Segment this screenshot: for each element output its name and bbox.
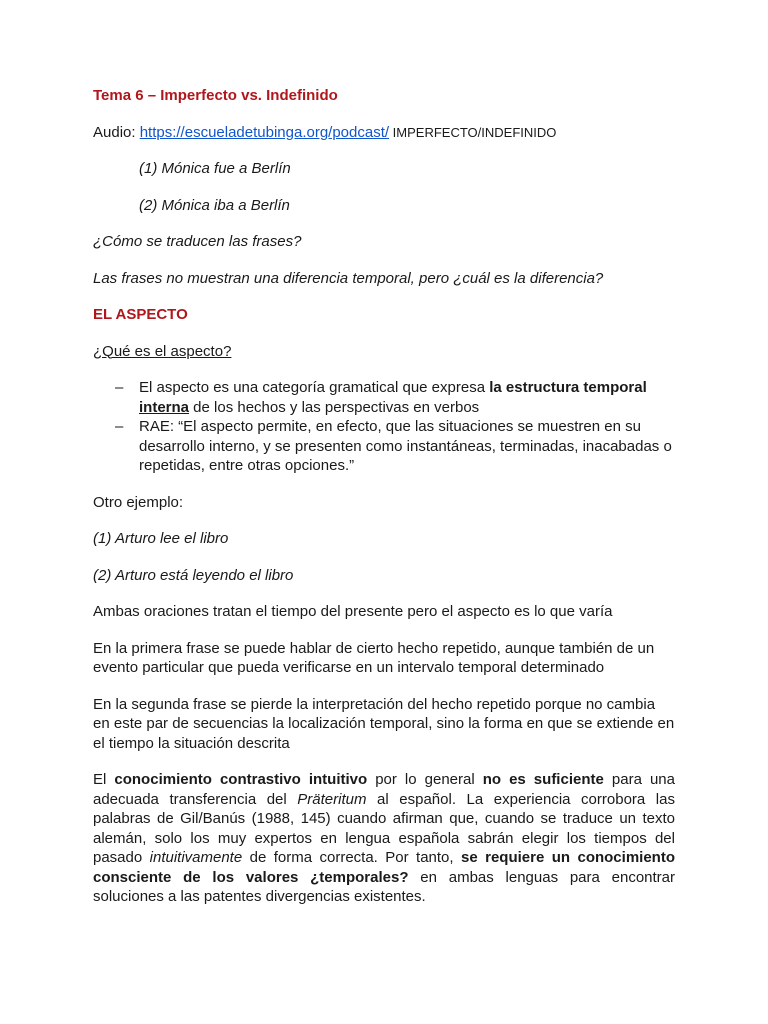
definition-list xyxy=(93,378,675,476)
text-run: de forma correcta. Por tanto, xyxy=(242,849,461,866)
italic-run: Präteritum xyxy=(297,790,367,808)
text-run: por lo general xyxy=(367,771,483,788)
list-item-bold-underlined: interna xyxy=(139,398,190,416)
paragraph-primera: En la primera frase se puede hablar de cierto hecho repetido, aunque también de un evento particular que pueda verificarse en un intervalo temporal determinado xyxy=(93,639,655,676)
list-item xyxy=(93,417,675,476)
paragraph-segunda: En la segunda frase se pierde la interpretación del hecho repetido porque no cambia en este par de secuencias la localización temporal, sino la forma en que se extiende en el tiempo la situación descrita xyxy=(93,695,675,752)
list-item-text-end: de los hechos y las perspectivas en verbos xyxy=(189,398,480,416)
question-difference: Las frases no muestran una diferencia temporal, pero ¿cuál es la diferencia? xyxy=(93,269,604,287)
text-run: El xyxy=(93,771,115,788)
audio-line xyxy=(93,123,675,143)
audio-suffix: IMPERFECTO/INDEFINIDO xyxy=(389,124,557,140)
page-title: Tema 6 – Imperfecto vs. Indefinido xyxy=(93,87,338,104)
question-translation: ¿Cómo se traducen las frases? xyxy=(93,233,302,250)
dash-bullet: – xyxy=(115,379,124,396)
text-run: al español. La experiencia corrobora las palabras de Gil/Banús (1988, 145) cuando afirman que, cuando se traduce un texto alemán, solo los muy expertos en lengua española sabrán elegir los tiempos del pasado xyxy=(93,790,675,866)
section-heading: EL ASPECTO xyxy=(93,306,188,323)
list-item-text: RAE: “El aspecto permite, en efecto, que las situaciones se muestren en su desarrollo interno, y se presenten como instantáneas, terminadas, inacabadas o repetidas, entre otras opciones.” xyxy=(139,418,672,474)
list-item-bold: la estructura temporal xyxy=(489,379,647,396)
paragraph-conclusion xyxy=(93,770,675,907)
audio-label: Audio: xyxy=(93,123,140,141)
text-run: en ambas lenguas para encontrar soluciones a las patentes divergencias existentes. xyxy=(93,868,675,905)
list-item xyxy=(93,378,675,417)
paragraph-ambas: Ambas oraciones tratan el tiempo del presente pero el aspecto es lo que varía xyxy=(93,603,613,620)
example-sentence: (1) Mónica fue a Berlín xyxy=(139,160,291,177)
bold-run: conocimiento contrastivo intuitivo xyxy=(114,771,368,788)
list-item-text: El aspecto es una categoría gramatical que expresa xyxy=(139,379,490,396)
example-sentence: (2) Arturo está leyendo el libro xyxy=(93,566,294,584)
italic-run: intuitivamente xyxy=(149,849,243,866)
subheading: ¿Qué es el aspecto? xyxy=(93,342,232,360)
bold-run: se requiere un conocimiento consciente de los valores ¿temporales? xyxy=(93,849,675,886)
example-sentence: (2) Mónica iba a Berlín xyxy=(139,196,290,214)
text-run: para una adecuada transferencia del xyxy=(93,771,675,808)
podcast-link[interactable]: https://escueladetubinga.org/podcast/ xyxy=(139,123,390,141)
dash-bullet: – xyxy=(115,418,124,435)
otro-ejemplo-label: Otro ejemplo: xyxy=(93,493,184,511)
example-sentence: (1) Arturo lee el libro xyxy=(93,530,229,547)
bold-run: no es suficiente xyxy=(482,771,604,788)
